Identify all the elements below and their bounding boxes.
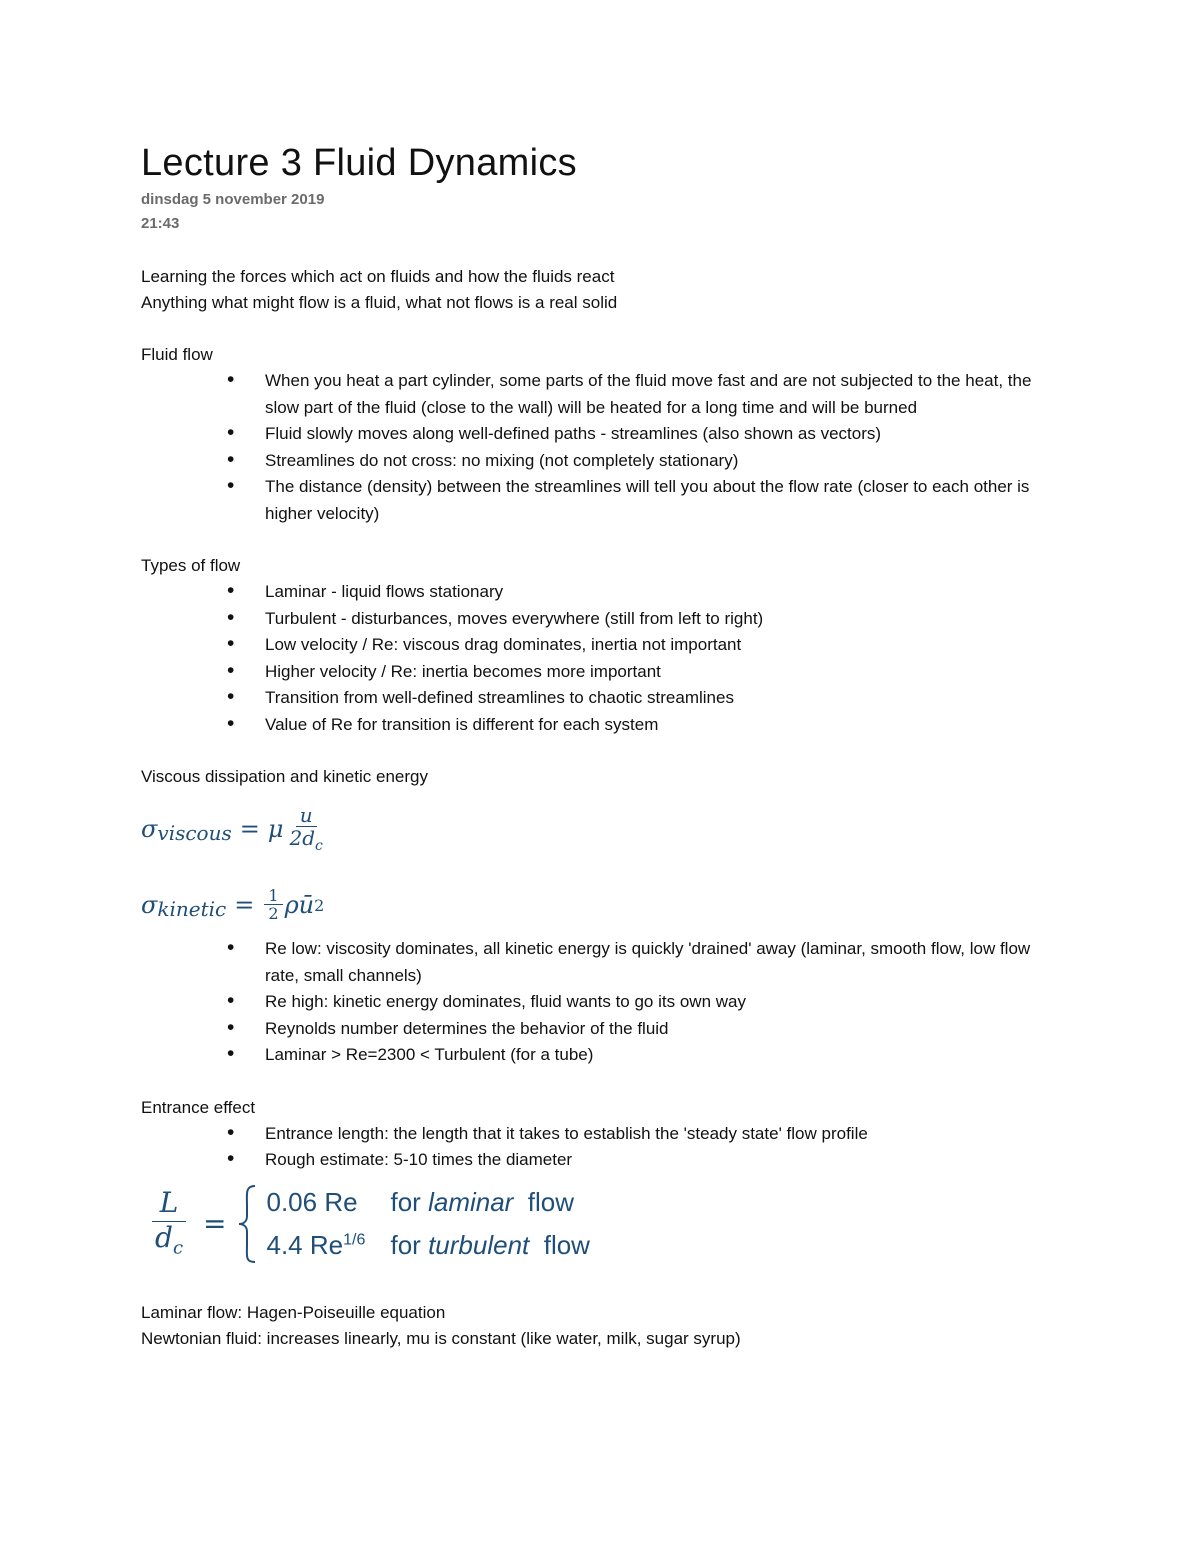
eq-denominator [285, 827, 326, 854]
eq-denominator [151, 1222, 187, 1259]
case-value: 0.06 Re [266, 1186, 358, 1217]
types-of-flow-list [141, 579, 1061, 738]
eq-rest: ρū [284, 891, 315, 919]
piecewise-cases [267, 1187, 590, 1261]
fluid-flow-list [141, 368, 1061, 527]
eq-denominator: 2 [268, 904, 279, 924]
closing-line-1: Laminar flow: Hagen-Poiseuille equation [141, 1302, 446, 1322]
equation-sigma-viscous [141, 800, 1061, 858]
case-tail: flow [527, 1186, 575, 1217]
list-item: • Reynolds number determines the behavior of the fluid [141, 1016, 1061, 1043]
eq-equals: = [234, 891, 255, 919]
case-exponent: 1/6 [343, 1230, 366, 1248]
eq-symbol: σ [141, 891, 158, 919]
case-for: for [390, 1229, 421, 1260]
note-page [141, 138, 1061, 1352]
list-item: • Streamlines do not cross: no mixing (not completely stationary) [141, 448, 1061, 475]
equation-entrance-length [141, 1178, 1061, 1270]
eq-numerator: 1 [264, 887, 282, 906]
list-item: • Transition from well-defined streamlines to chaotic streamlines [141, 685, 1061, 712]
eq-den-subscript: c [315, 837, 323, 854]
eq-den-text: 2d [289, 825, 315, 850]
closing-line-2: Newtonian fluid: increases linearly, mu is constant (like water, milk, sugar syrup) [141, 1328, 741, 1348]
eq-superscript: 2 [314, 895, 325, 915]
brace-icon [237, 1184, 259, 1264]
list-item: • When you heat a part cylinder, some parts of the fluid move fast and are not subjected to the heat, the slow part of the fluid (close to the wall) will be heated for a long time and will be burned [141, 368, 1061, 421]
list-item: • Entrance length: the length that it takes to establish the 'steady state' flow profile [141, 1121, 1061, 1148]
case-kind: laminar [428, 1186, 514, 1217]
eq-symbol: σ [141, 815, 158, 843]
intro-line-1: Learning the forces which act on fluids and how the fluids react [141, 267, 615, 286]
eq-fraction [264, 887, 282, 924]
section-heading-types-of-flow: Types of flow [141, 556, 241, 575]
case-tail: flow [543, 1229, 590, 1260]
section-heading-fluid-flow: Fluid flow [141, 345, 213, 364]
equation-sigma-kinetic [141, 876, 1061, 934]
list-item: • Low velocity / Re: viscous drag dominates, inertia not important [141, 632, 1061, 659]
eq-numerator: L [152, 1188, 187, 1222]
eq-subscript: kinetic [157, 897, 227, 921]
note-date: dinsdag 5 november 2019 [141, 191, 325, 208]
list-item: • Laminar - liquid flows stationary [141, 579, 1061, 606]
list-item: • Value of Re for transition is different for each system [141, 712, 1061, 739]
list-item: • Higher velocity / Re: inertia becomes more important [141, 659, 1061, 686]
page-title: Lecture 3 Fluid Dynamics [141, 142, 577, 184]
viscous-list [141, 936, 1061, 1069]
intro-line-2: Anything what might flow is a fluid, what not flows is a real solid [141, 293, 618, 312]
case-turbulent [267, 1230, 590, 1261]
case-for: for [390, 1186, 421, 1217]
eq-den-text: d [155, 1220, 173, 1254]
case-value-wrap [267, 1230, 391, 1261]
eq-fraction [285, 804, 326, 854]
note-time: 21:43 [141, 215, 180, 232]
eq-fraction [151, 1185, 187, 1259]
case-kind: turbulent [428, 1229, 530, 1260]
section-heading-viscous: Viscous dissipation and kinetic energy [141, 767, 428, 786]
eq-coefficient: μ [267, 815, 284, 843]
section-heading-entrance: Entrance effect [141, 1097, 256, 1117]
list-item: • Turbulent - disturbances, moves everywhere (still from left to right) [141, 606, 1061, 633]
list-item: • Re low: viscosity dominates, all kinetic energy is quickly 'drained' away (laminar, smooth flow, low flow rate, small channels) [141, 936, 1061, 989]
case-laminar [267, 1187, 590, 1218]
list-item: • Fluid slowly moves along well-defined paths - streamlines (also shown as vectors) [141, 421, 1061, 448]
case-value: 4.4 Re [266, 1229, 344, 1260]
eq-subscript: viscous [157, 821, 232, 845]
eq-numerator: u [296, 804, 317, 827]
eq-den-subscript: c [172, 1237, 184, 1259]
list-item: • Laminar > Re=2300 < Turbulent (for a tube) [141, 1042, 1061, 1069]
eq-equals: = [203, 1207, 227, 1240]
list-item: • Rough estimate: 5-10 times the diameter [141, 1147, 1061, 1174]
list-item: • The distance (density) between the streamlines will tell you about the flow rate (closer to each other is higher velocity) [141, 474, 1061, 527]
list-item: • Re high: kinetic energy dominates, fluid wants to go its own way [141, 989, 1061, 1016]
eq-equals: = [239, 815, 260, 843]
entrance-list [141, 1121, 1061, 1174]
